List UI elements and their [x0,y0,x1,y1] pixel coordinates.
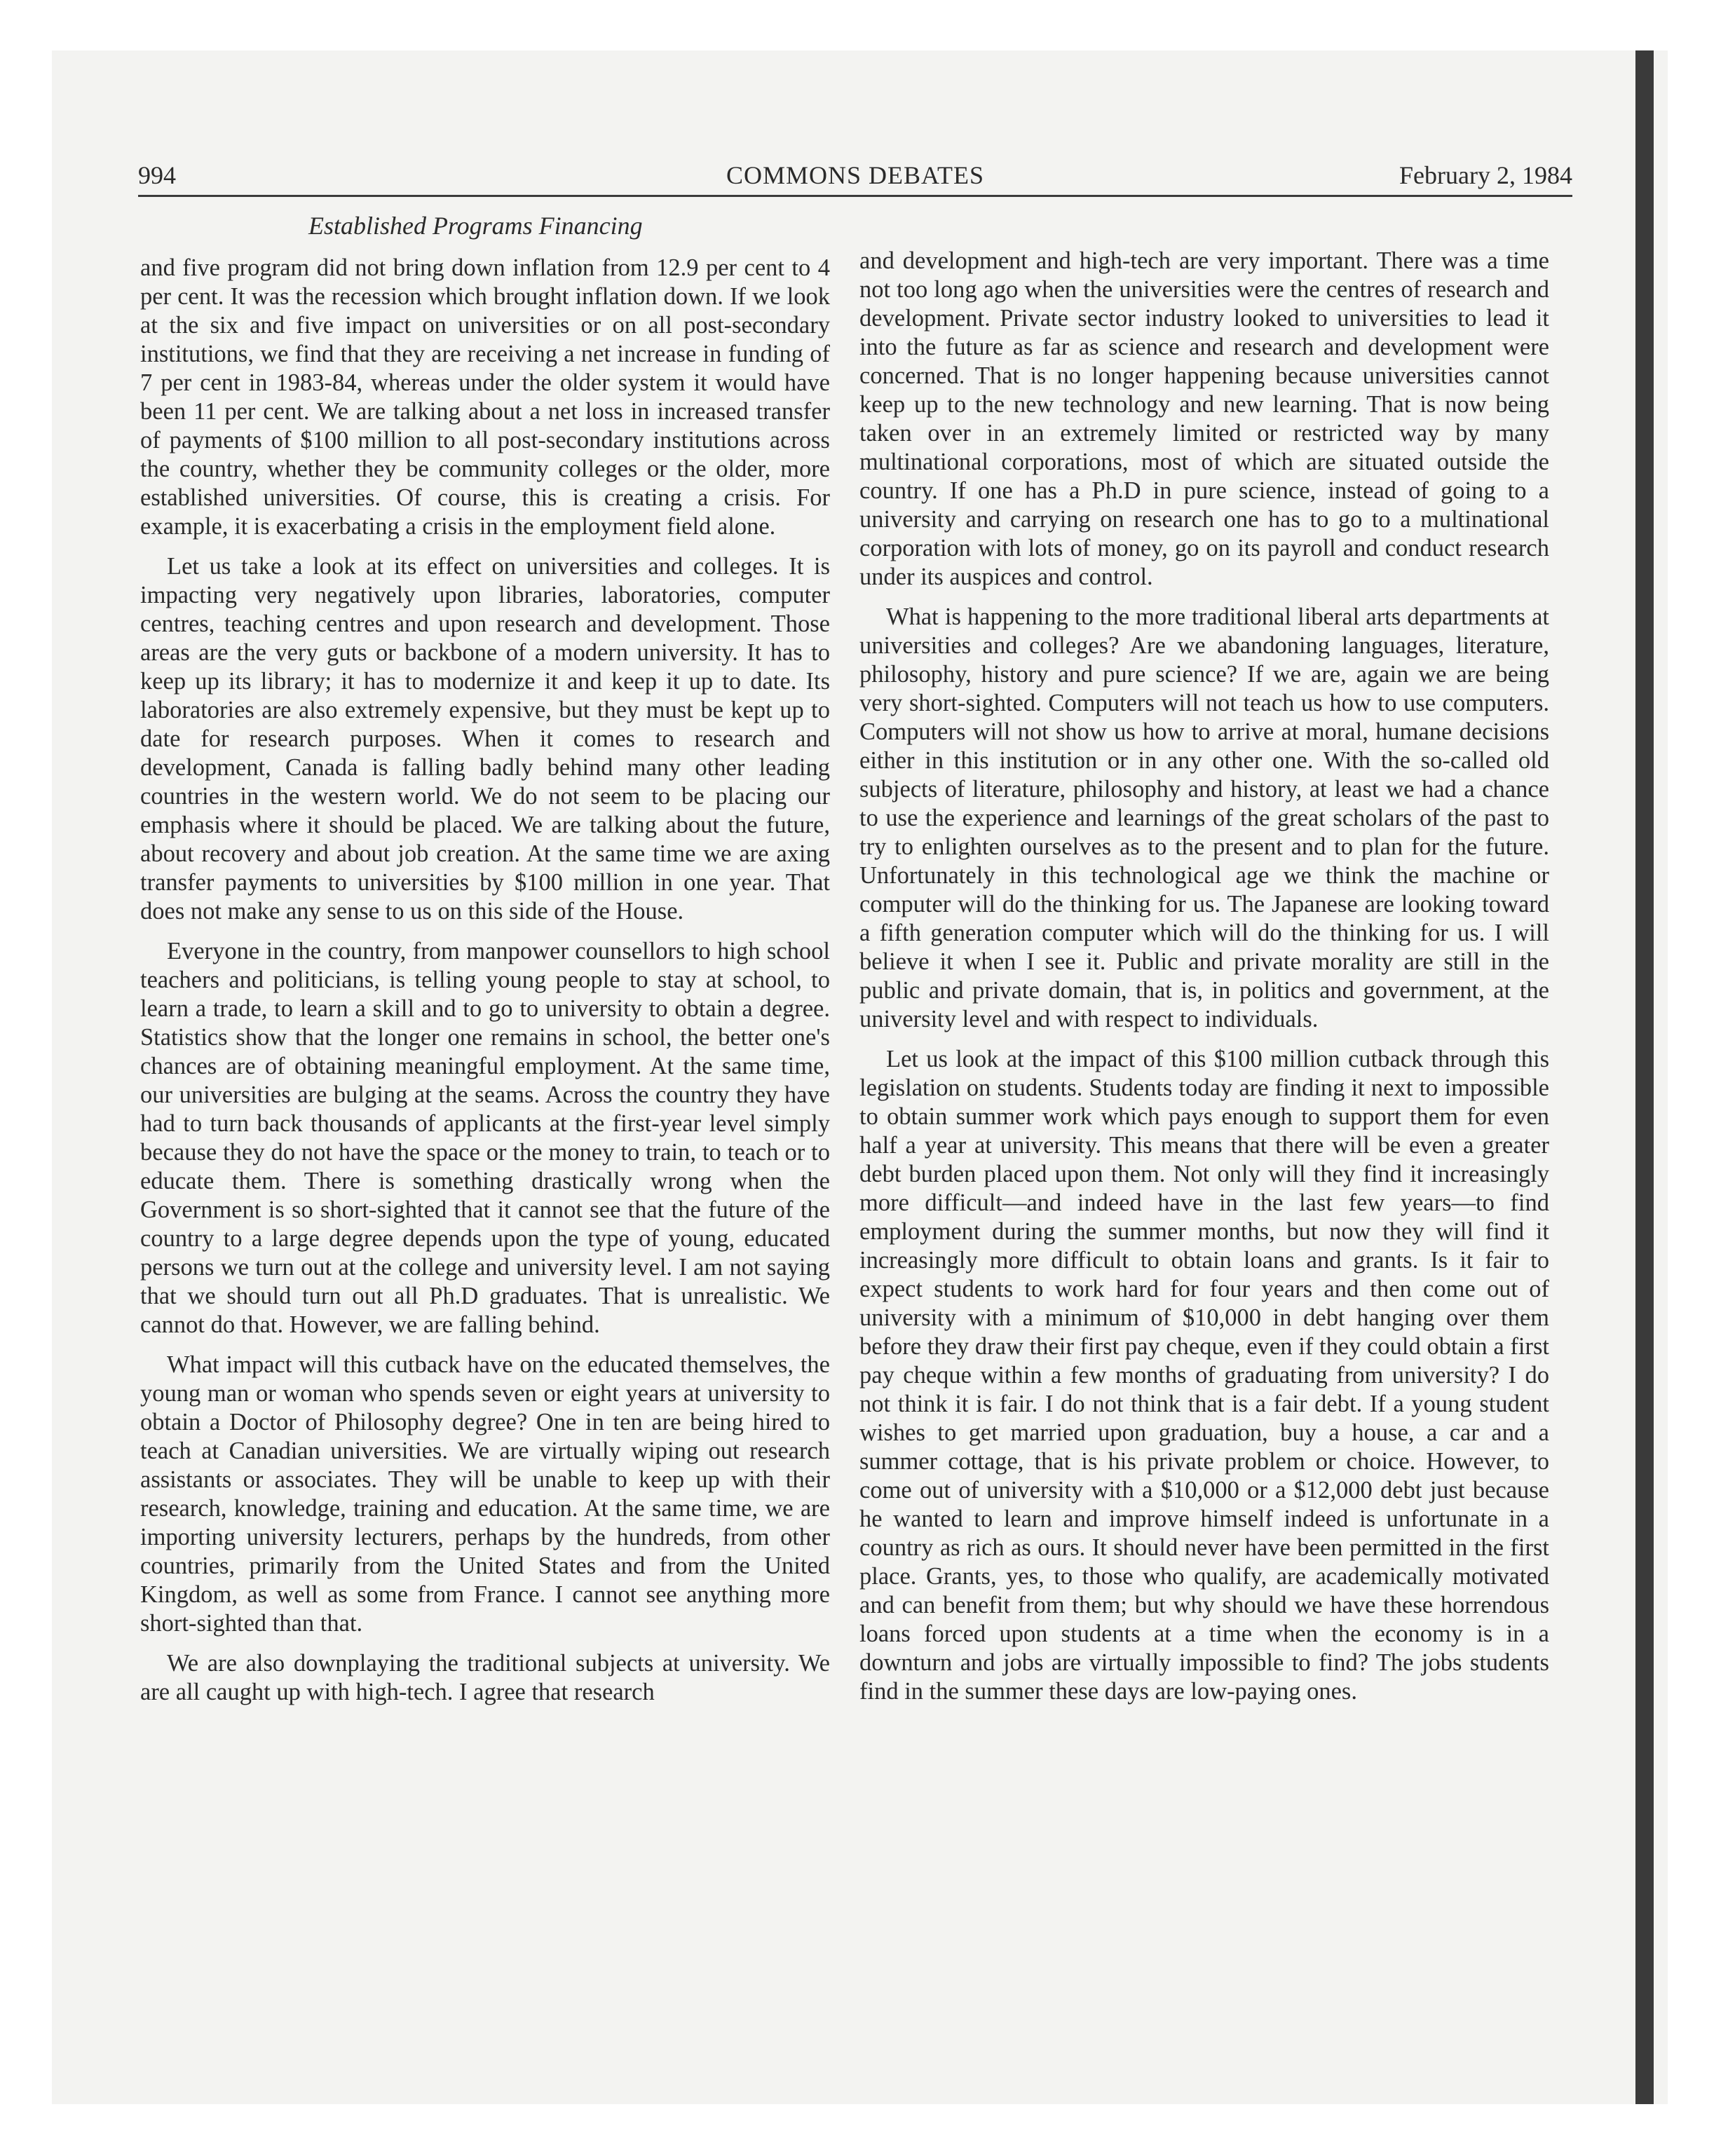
left-column [140,203,830,1718]
journal-title: COMMONS DEBATES [726,161,985,189]
paragraph: What is happening to the more traditional liberal arts departments at universities and colleges? Are we abandoning languages, literature, philosophy, history and pure science? If we are, again we are being very short-sighted. Computers will not teach us how to use computers. Computers will not show us how to arrive at moral, humane decisions either in this institution or in any other one. With the so-called old subjects of literature, philosophy and history, at least we had a chance to use the experience and learnings of the great scholars of the past to try to enlighten ourselves as to the present and to plan for the future. Unfortunately in this technological age we think the machine or computer will do the thinking for us. The Japanese are looking toward a fifth generation computer which will do the thinking for us. I will believe it when I see it. Public and private morality are still in the public and private domain, that is, in politics and government, at the university level and with respect to individuals. [859,603,1549,1032]
paragraph: and development and high-tech are very important. There was a time not too long ago when the universities were the centres of research and development. Private sector industry looked to universities to lead it into the future as far as science and research and development were concerned. That is no longer happening because universities cannot keep up to the new technology and new learning. That is now being taken over in an extremely limited or restricted way by many multinational corporations, most of which are situated outside the country. If one has a Ph.D in pure science, instead of going to a university and carrying on research one has to go to a multinational corporation with lots of money, go on its payroll and conduct research under its auspices and control. [859,247,1549,590]
section-heading: Established Programs Financing [308,212,643,240]
right-column [859,247,1549,1717]
page-header [138,157,1572,197]
paragraph: and five program did not bring down inflation from 12.9 per cent to 4 per cent. It was the recession which brought inflation down. If we look at the six and five impact on universities or on all post-secondary institutions, we find that they are receiving a net increase in funding of 7 per cent in 1983-84, whereas under the older system it would have been 11 per cent. We are talking about a net loss in increased transfer of payments of $100 million to all post-secondary institutions across the country, whether they be community colleges or the older, more established universities. Of course, this is creating a crisis. For example, it is exacerbating a crisis in the employment field alone. [140,254,830,540]
paragraph: Let us look at the impact of this $100 million cutback through this legislation on students. Students today are finding it next to impossible to obtain summer work which pays enough to support them for even half a year at university. This means that there will be even a greater debt burden placed upon them. Not only will they find it increasingly more difficult—and indeed have in the last few years—to find employment during the summer months, but now they will find it increasingly more difficult to obtain loans and grants. Is it fair to expect students to work hard for four years and then come out of university with a minimum of $10,000 in debt hanging over them before they draw their first pay cheque, even if they could obtain a first pay cheque within a few months of graduating from university? I do not think it is fair. I do not think that is a fair debt. If a young student wishes to get married upon graduation, buy a house, a car and a summer cottage, that is his private problem or choice. However, to come out of university with a $10,000 or a $12,000 debt just because he wanted to learn and improve himself indeed is unfortunate in a country as rich as ours. It should never have been permitted in the first place. Grants, yes, to those who qualify, are academically motivated and can benefit from them; but why should we have these horrendous loans forced upon students at a time when the economy is in a downturn and jobs are virtually impossible to find? The jobs students find in the summer these days are low-paying ones. [859,1046,1549,1705]
scan-edge-shadow [1635,50,1654,2104]
paragraph: We are also downplaying the traditional subjects at university. We are all caught up with high-tech. I agree that research [140,1650,830,1705]
paragraph: Let us take a look at its effect on universities and colleges. It is impacting very negatively upon libraries, laboratories, computer centres, teaching centres and upon research and development. Those areas are the very guts or backbone of a modern university. It has to keep up its library; it has to modernize it and keep it up to date. Its laboratories are also extremely expensive, but they must be kept up to date for research purposes. When it comes to research and development, Canada is falling badly behind many other leading countries in the western world. We do not seem to be placing our emphasis where it should be placed. We are talking about the future, about recovery and about job creation. At the same time we are axing transfer payments to universities by $100 million in one year. That does not make any sense to us on this side of the House. [140,553,830,925]
paragraph: What impact will this cutback have on the educated themselves, the young man or woman who spends seven or eight years at university to obtain a Doctor of Philosophy degree? One in ten are being hired to teach at Canadian universities. We are virtually wiping out research assistants or associates. They will be unable to keep up with their research, knowledge, training and education. At the same time, we are importing university lecturers, perhaps by the hundreds, from other countries, primarily from the United States and from the United Kingdom, as well as some from France. I cannot see anything more short-sighted than that. [140,1351,830,1637]
page-number: 994 [138,161,176,189]
page-date: February 2, 1984 [1399,161,1572,189]
paragraph: Everyone in the country, from manpower counsellors to high school teachers and politicians, is telling young people to stay at school, to learn a trade, to learn a skill and to go to university to obtain a degree. Statistics show that the longer one remains in school, the better one's chances are of obtaining meaningful employment. At the same time, our universities are bulging at the seams. Across the country they have had to turn back thousands of applicants at the first-year level simply because they do not have the space or the money to train, to teach or to educate them. There is something drastically wrong when the Government is so short-sighted that it cannot see that the future of the country to a large degree depends upon the type of young, educated persons we turn out at the college and university level. I am not saying that we should turn out all Ph.D graduates. That is unrealistic. We cannot do that. However, we are falling behind. [140,938,830,1338]
